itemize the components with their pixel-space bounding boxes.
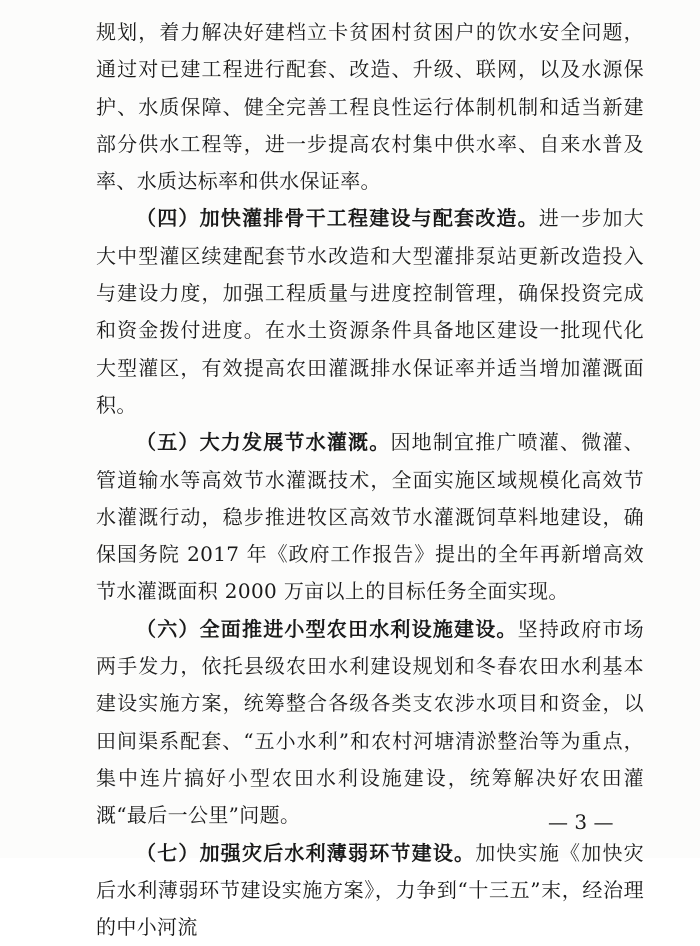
paragraph-section-4 — [96, 200, 644, 424]
paragraph-section-7 — [96, 835, 644, 946]
body-text — [96, 14, 644, 946]
paragraph-text: 规划，着力解决好建档立卡贫困村贫困户的饮水安全问题，通过对已建工程进行配套、改造、升级、联网，以及水源保护、水质保障、健全完善工程良性运行体制机制和适当新建部分供水工程等，进一步提高农村集中供水率、自来水普及率、水质达标率和供水保证率。 — [96, 20, 644, 194]
paragraph-section-5 — [96, 424, 644, 610]
paragraph-continuation — [96, 14, 644, 200]
section-heading: （五）大力发展节水灌溉。 — [136, 430, 391, 455]
section-heading: （六）全面推进小型农田水利设施建设。 — [136, 616, 518, 641]
section-heading: （七）加强灾后水利薄弱环节建设。 — [136, 840, 476, 865]
page-number: — 3 — — [548, 810, 614, 834]
section-heading: （四）加快灌排骨干工程建设与配套改造。 — [136, 206, 539, 231]
paragraph-text: 加快实施《加快灾后水利薄弱环节建设实施方案》，力争到“十三五”末，经治理的中小河流 — [96, 840, 644, 940]
paragraph-text: 因地制宜推广喷灌、微灌、管道输水等高效节水灌溉技术，全面实施区域规模化高效节水灌溉行动，稳步推进牧区高效节水灌溉饲草料地建设，确保国务院 2017 年《政府工作报告》提出的全年再新增高效节水灌溉面积 2000 万亩以上的目标任务全面实现。 — [96, 430, 645, 604]
paragraph-text: 坚持政府市场两手发力，依托县级农田水利建设规划和冬春农田水利基本建设实施方案，统筹整合各级各类支农涉水项目和资金，以田间渠系配套、“五小水利”和农村河塘清淤整治等为重点，集中连片搞好小型农田水利设施建设，统筹解决好农田灌溉“最后一公里”问题。 — [96, 616, 644, 828]
paragraph-text: 进一步加大大中型灌区续建配套节水改造和大型灌排泵站更新改造投入与建设力度，加强工程质量与进度控制管理，确保投资完成和资金拨付进度。在水土资源条件具备地区建设一批现代化大型灌区，有效提高农田灌溉排水保证率并适当增加灌溉面积。 — [96, 206, 645, 417]
paragraph-section-6 — [96, 611, 644, 835]
